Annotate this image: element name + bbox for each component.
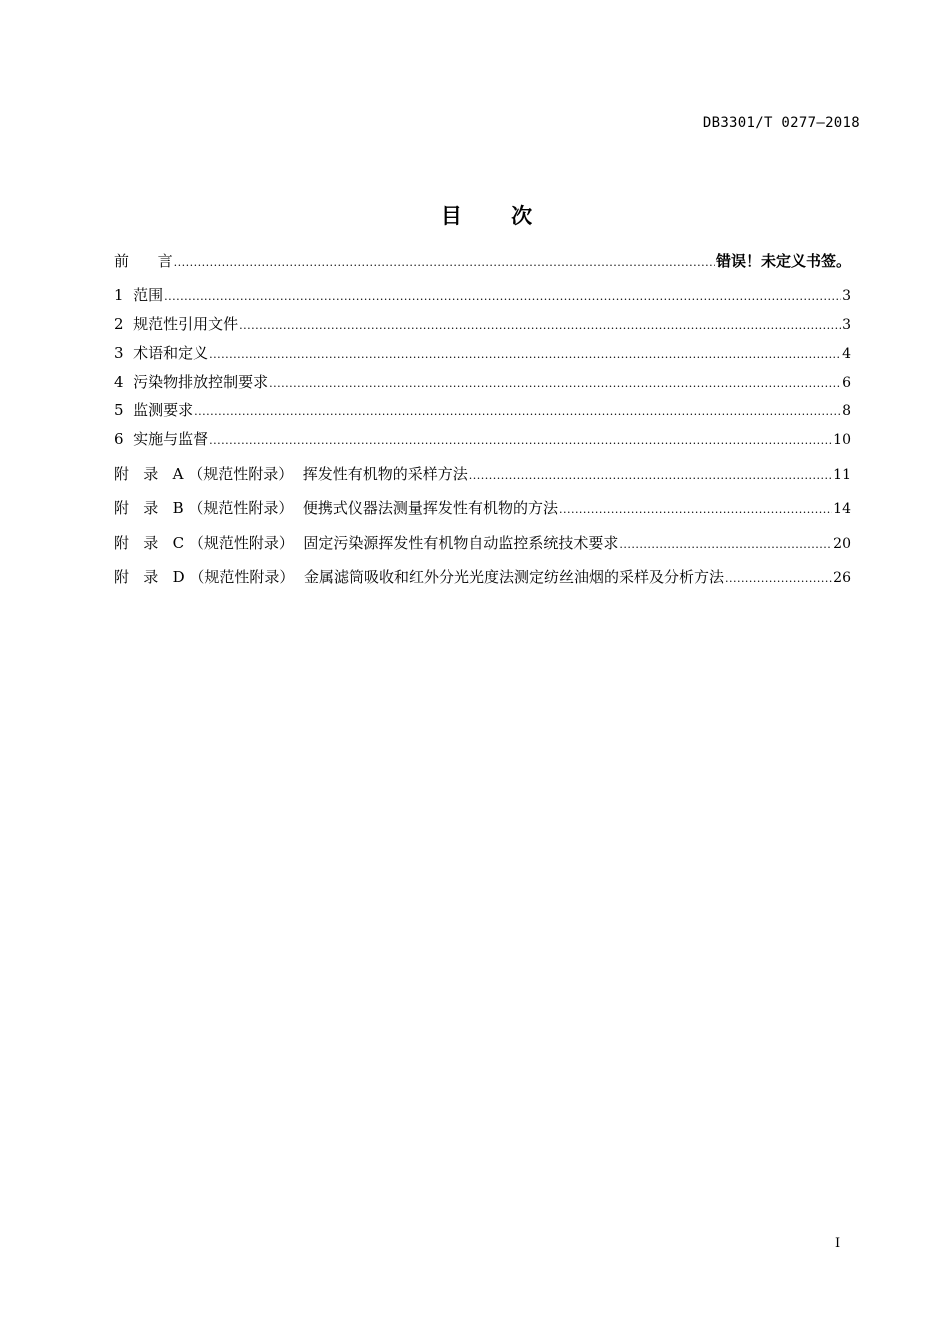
toc-entry-appendix-a[interactable]	[114, 464, 851, 486]
toc-entry-page: 20	[833, 536, 851, 552]
toc-leader-dots	[209, 345, 841, 365]
toc-entry-section-3[interactable]	[114, 343, 851, 365]
toc-entry-label: 前 言	[114, 252, 173, 270]
toc-leader-dots	[174, 253, 715, 273]
toc-leader-dots	[239, 316, 841, 336]
toc-entry-label: 2 规范性引用文件	[114, 315, 239, 333]
toc-entry-label: 1 范围	[114, 286, 164, 304]
toc-entry-page: 6	[842, 375, 851, 391]
toc-entry-foreword[interactable]	[114, 251, 851, 273]
toc-title: 目 次	[440, 204, 535, 228]
toc-entry-page: 4	[842, 346, 851, 362]
toc-entry-label: 附 录 D （规范性附录） 金属滤筒吸收和红外分光光度法测定纺丝油烟的采样及分析方法	[114, 568, 724, 586]
toc-entry-label: 5 监测要求	[114, 401, 194, 419]
toc-entry-label: 4 污染物排放控制要求	[114, 373, 269, 391]
toc-leader-dots	[194, 402, 841, 422]
toc-entry-page: 14	[833, 501, 851, 517]
document-code: DB3301/T 0277—2018	[702, 115, 860, 131]
toc-leader-dots	[269, 374, 841, 394]
toc-entry-page: 3	[842, 317, 851, 333]
toc-entry-page: 10	[833, 432, 851, 448]
toc-leader-dots	[725, 569, 832, 589]
toc-leader-dots	[559, 500, 832, 520]
toc-entry-label: 附 录 C （规范性附录） 固定污染源挥发性有机物自动监控系统技术要求	[114, 534, 619, 552]
toc-entry-page: 11	[833, 467, 851, 483]
toc-entry-page: 26	[833, 570, 851, 586]
toc-entry-appendix-c[interactable]	[114, 533, 851, 555]
toc-entry-label: 3 术语和定义	[114, 344, 209, 362]
toc-entry-page: 错误！未定义书签。	[715, 252, 851, 270]
toc-entry-section-6[interactable]	[114, 429, 851, 451]
toc-entry-label: 附 录 A （规范性附录） 挥发性有机物的采样方法	[114, 465, 468, 483]
toc-leader-dots	[164, 287, 841, 307]
toc-entry-appendix-b[interactable]	[114, 498, 851, 520]
toc-entry-section-4[interactable]	[114, 372, 851, 394]
toc-leader-dots	[469, 466, 832, 486]
page-number: I	[835, 1236, 841, 1251]
toc-entry-section-5[interactable]	[114, 400, 851, 422]
toc-entry-label: 附 录 B （规范性附录） 便携式仪器法测量挥发性有机物的方法	[114, 499, 558, 517]
toc-entry-page: 3	[842, 288, 851, 304]
toc-entry-appendix-d[interactable]	[114, 567, 851, 589]
toc-entry-section-1[interactable]	[114, 285, 851, 307]
toc-leader-dots	[619, 535, 832, 555]
toc-entry-label: 6 实施与监督	[114, 430, 209, 448]
toc-entry-page: 8	[842, 403, 851, 419]
toc-leader-dots	[209, 431, 832, 451]
toc-entry-section-2[interactable]	[114, 314, 851, 336]
